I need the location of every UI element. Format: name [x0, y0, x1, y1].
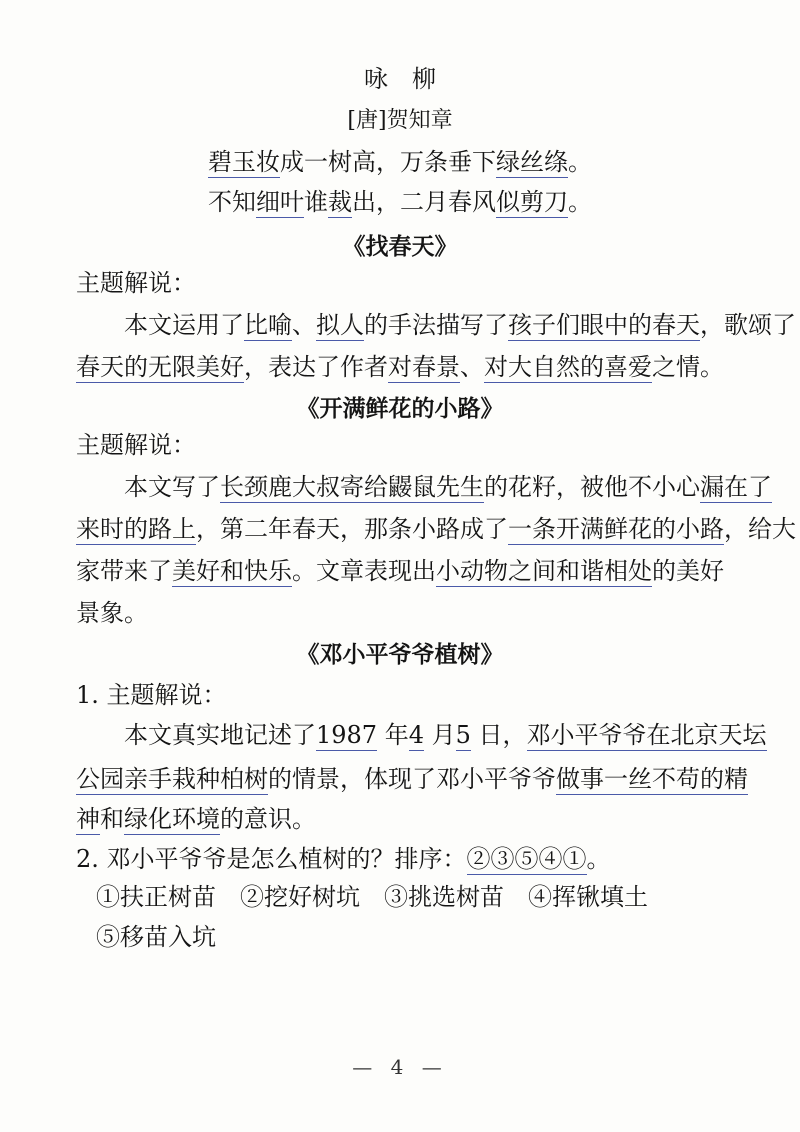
question-label: 1. 主题解说： [76, 681, 227, 709]
question-2 [76, 842, 611, 876]
underline-phrase: 细叶 [256, 188, 304, 216]
underline-phrase: 拟人 [316, 311, 364, 339]
underline-phrase: 裁 [328, 188, 352, 216]
text-span: 本文真实地记述了 [76, 721, 316, 749]
underline-phrase: 公园亲手栽种柏树 [76, 765, 268, 793]
underline-phrase: 一条开满鲜花的小路 [508, 515, 724, 543]
underline-phrase: 1987 [316, 721, 378, 749]
text-span: 谁 [304, 188, 328, 216]
text-span: 月 [424, 721, 456, 749]
text-span: 本文运用了 [76, 311, 244, 339]
text-span: 本文写了 [76, 473, 220, 501]
poem-author: [唐]贺知章 [347, 108, 453, 133]
paragraph-line [76, 554, 724, 588]
theme-label: 主题解说： [76, 269, 196, 297]
paragraph-line [76, 308, 796, 342]
text-span: 年 [377, 721, 409, 749]
text-span: 。 [568, 188, 592, 216]
theme-label: 主题解说： [76, 431, 196, 459]
text-span: 的美好 [652, 557, 724, 585]
underline-phrase: 碧玉 [208, 148, 256, 176]
text-span: ，给大 [724, 515, 796, 543]
text-span: 。文章表现出 [292, 557, 436, 585]
text-span: 日， [470, 721, 527, 749]
text-span: 。 [568, 148, 592, 176]
underline-phrase: 绿化环境 [124, 805, 220, 833]
text-span: 不知 [208, 188, 256, 216]
section-title: 《开满鲜花的小路》 [296, 396, 504, 422]
poem-line-2 [0, 185, 800, 219]
paragraph-line [76, 350, 724, 384]
underline-phrase: 的精 [700, 765, 748, 793]
text-span: ，第二年春天，那条小路成了 [196, 515, 508, 543]
paragraph-line [76, 718, 767, 752]
underline-phrase: 4 [408, 721, 424, 749]
underline-phrase: 漏在了 [700, 473, 772, 501]
underline-phrase: 5 [455, 721, 471, 749]
section-title: 《邓小平爷爷植树》 [296, 642, 504, 668]
text-span: 之情。 [652, 353, 724, 381]
underline-phrase: 神 [76, 805, 100, 833]
text-span: 出，二月春风 [352, 188, 496, 216]
text-span: 的意识。 [220, 805, 316, 833]
underline-phrase: 似剪刀 [496, 188, 568, 216]
text-span: 和 [100, 805, 124, 833]
underline-phrase: 妆 [256, 148, 280, 176]
underline-phrase: 做事一丝不苟 [556, 765, 700, 793]
text-span: 景象。 [76, 599, 148, 627]
paragraph-line [76, 596, 148, 630]
poem-line-1 [0, 145, 800, 179]
text-span: 。 [586, 845, 611, 873]
text-span: ，歌颂了 [700, 311, 796, 339]
steps-line: ⑤移苗入坑 [96, 923, 216, 951]
paragraph-line [76, 802, 316, 836]
page-number: — 4 — [352, 1055, 448, 1079]
text-span: 的花籽，被他不小心 [484, 473, 700, 501]
underline-phrase: 孩子们眼中的春天 [508, 311, 700, 339]
text-span: 的手法描写了 [364, 311, 508, 339]
poem-title: 咏 柳 [364, 65, 436, 93]
text-span: 2. 邓小平爷爷是怎么植树的？排序： [76, 845, 467, 873]
underline-phrase: 对大自然的喜爱 [484, 353, 652, 381]
underline-phrase: 来时的路上 [76, 515, 196, 543]
text-span: ，表达了作者 [244, 353, 388, 381]
underline-phrase: 邓小平爷爷在北京天坛 [526, 721, 767, 749]
paragraph-line [76, 512, 796, 546]
underline-phrase: 春天的无限美好 [76, 353, 244, 381]
answer-sequence: ②③⑤④① [466, 845, 587, 873]
underline-phrase: 对春景 [388, 353, 460, 381]
paragraph-line [76, 762, 748, 796]
underline-phrase: 比喻 [244, 311, 292, 339]
text-span: 、 [460, 353, 484, 381]
steps-line: ①扶正树苗 ②挖好树坑 ③挑选树苗 ④挥锹填土 [96, 883, 648, 911]
text-span: 成一树高，万条垂下 [280, 148, 496, 176]
underline-phrase: 长颈鹿大叔寄给鼹鼠先生 [220, 473, 484, 501]
paragraph-line [76, 470, 772, 504]
text-span: 、 [292, 311, 316, 339]
underline-phrase: 美好和快乐 [172, 557, 292, 585]
text-span: 家带来了 [76, 557, 172, 585]
underline-phrase: 绿丝绦 [496, 148, 568, 176]
section-title: 《找春天》 [342, 234, 458, 260]
text-span: 的情景，体现了邓小平爷爷 [268, 765, 556, 793]
underline-phrase: 小动物之间和谐相处 [436, 557, 652, 585]
